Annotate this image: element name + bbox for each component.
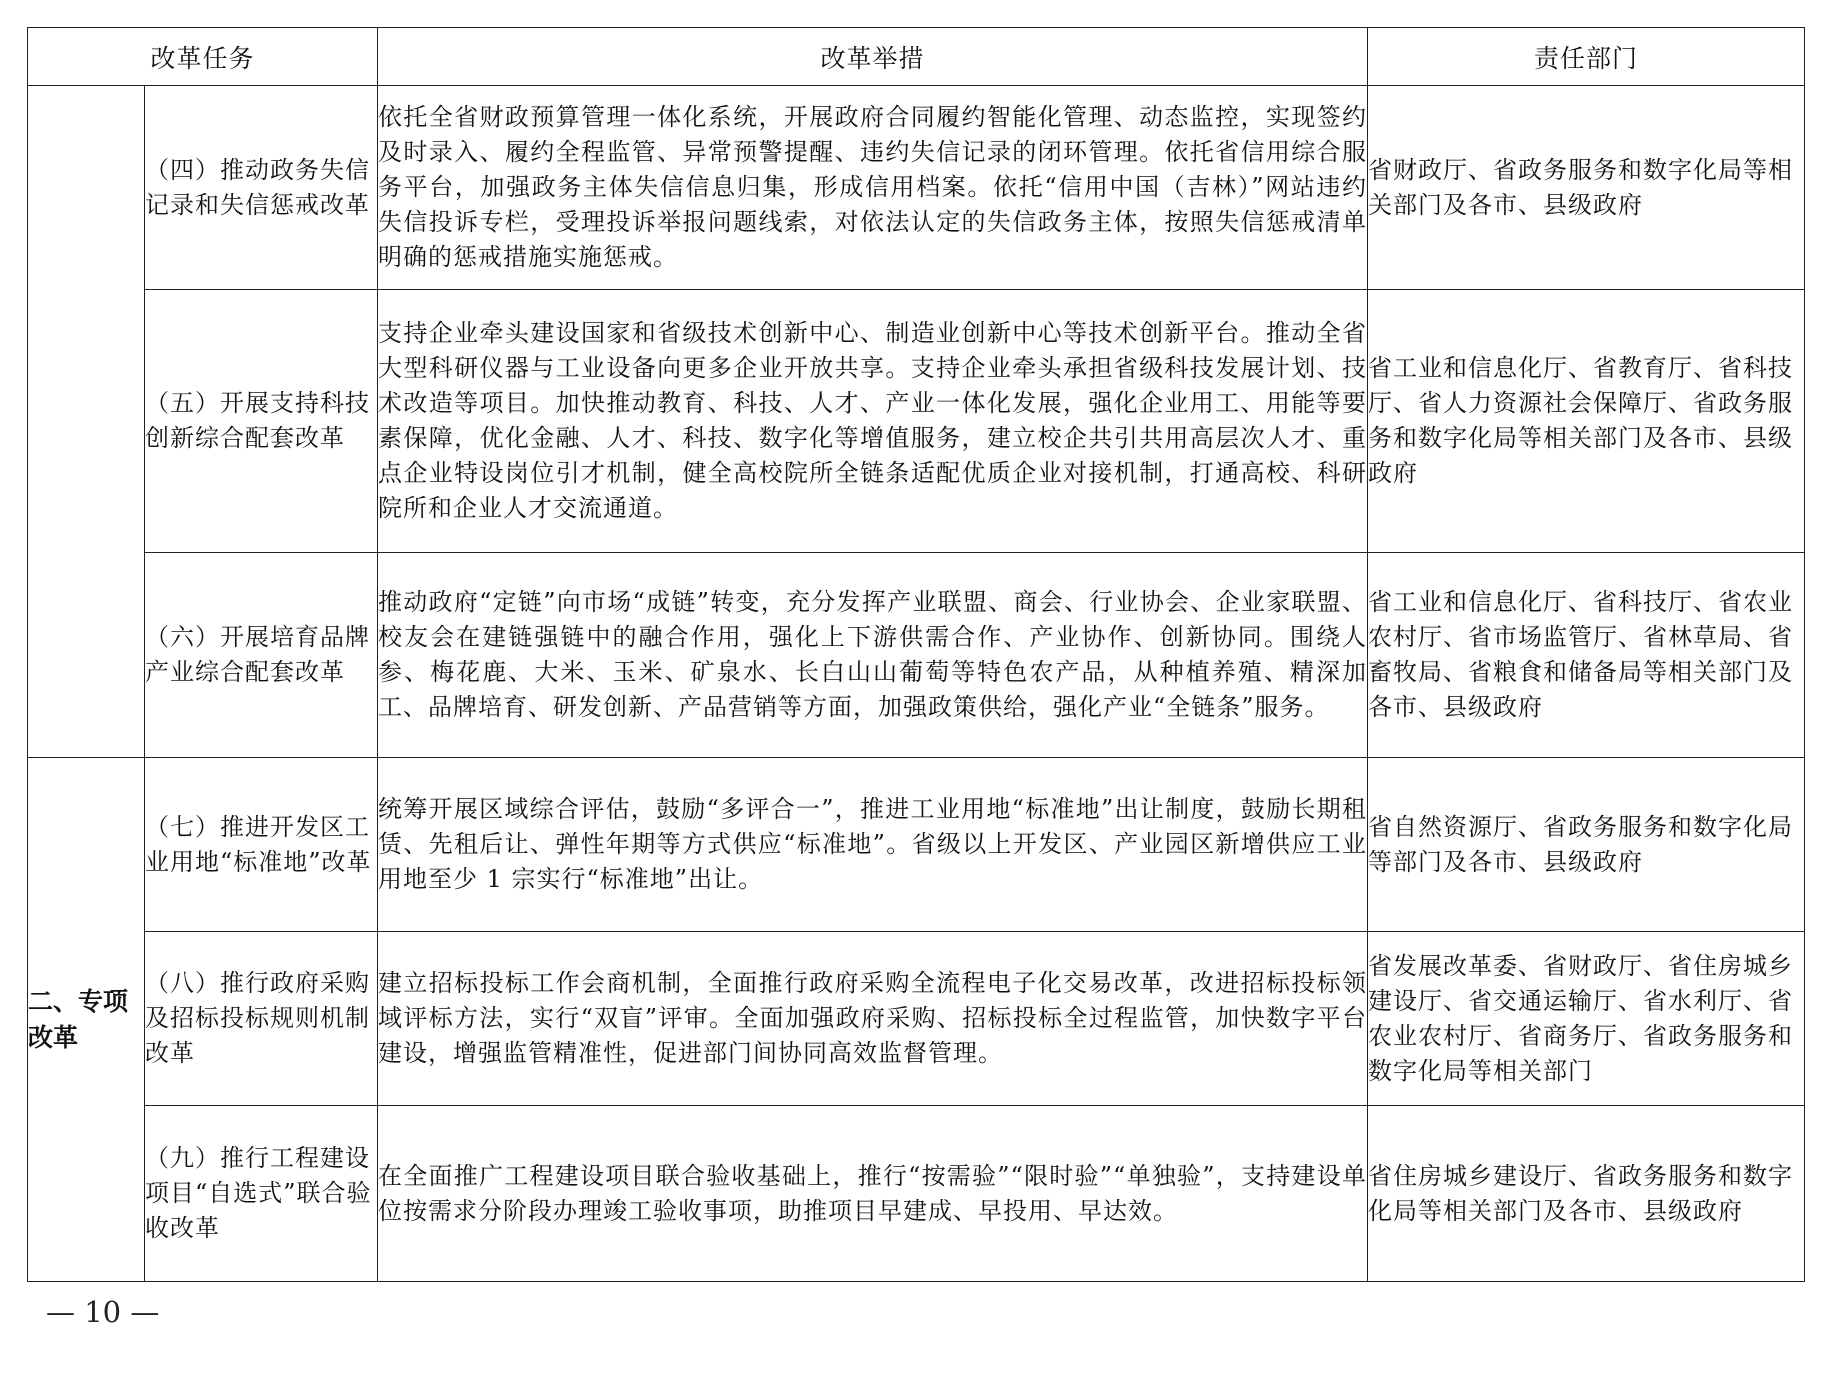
table-row (28, 1106, 1805, 1282)
dept-cell: 省自然资源厅、省政务服务和数字化局等部门及各市、县级政府 (1368, 758, 1805, 932)
table-header-row (28, 28, 1805, 86)
measure-cell: 推动政府“定链”向市场“成链”转变，充分发挥产业联盟、商会、行业协会、企业家联盟、校友会在建链强链中的融合作用，强化上下游供需合作、产业协作、创新协同。围绕人参、梅花鹿、大米、玉米、矿泉水、长白山山葡萄等特色农产品，从种植养殖、精深加工、品牌培育、研发创新、产品营销等方面，加强政策供给，强化产业“全链条”服务。 (378, 553, 1368, 758)
table-row (28, 290, 1805, 553)
table-row (28, 553, 1805, 758)
measure-cell: 建立招标投标工作会商机制，全面推行政府采购全流程电子化交易改革，改进招标投标领域评标方法，实行“双盲”评审。全面加强政府采购、招标投标全过程监管，加快数字平台建设，增强监管精准性，促进部门间协同高效监督管理。 (378, 932, 1368, 1106)
reform-task-table (27, 27, 1805, 1282)
header-measure: 改革举措 (378, 28, 1368, 86)
dept-cell: 省财政厅、省政务服务和数字化局等相关部门及各市、县级政府 (1368, 86, 1805, 290)
category-cell-special: 二、专项改革 (28, 758, 145, 1282)
task-cell: （六）开展培育品牌产业综合配套改革 (145, 553, 378, 758)
task-cell: （五）开展支持科技创新综合配套改革 (145, 290, 378, 553)
page-number: — 10 — (46, 1295, 160, 1329)
task-cell: （七）推进开发区工业用地“标准地”改革 (145, 758, 378, 932)
task-cell: （四）推动政务失信记录和失信惩戒改革 (145, 86, 378, 290)
dept-cell: 省住房城乡建设厅、省政务服务和数字化局等相关部门及各市、县级政府 (1368, 1106, 1805, 1282)
measure-cell: 支持企业牵头建设国家和省级技术创新中心、制造业创新中心等技术创新平台。推动全省大型科研仪器与工业设备向更多企业开放共享。支持企业牵头承担省级科技发展计划、技术改造等项目。加快推动教育、科技、人才、产业一体化发展，强化企业用工、用能等要素保障，优化金融、人才、科技、数字化等增值服务，建立校企共引共用高层次人才、重点企业特设岗位引才机制，健全高校院所全链条适配优质企业对接机制，打通高校、科研院所和企业人才交流通道。 (378, 290, 1368, 553)
task-cell: （九）推行工程建设项目“自选式”联合验收改革 (145, 1106, 378, 1282)
header-task: 改革任务 (28, 28, 378, 86)
measure-cell: 依托全省财政预算管理一体化系统，开展政府合同履约智能化管理、动态监控，实现签约及时录入、履约全程监管、异常预警提醒、违约失信记录的闭环管理。依托省信用综合服务平台，加强政务主体失信信息归集，形成信用档案。依托“信用中国（吉林）”网站违约失信投诉专栏，受理投诉举报问题线索，对依法认定的失信政务主体，按照失信惩戒清单明确的惩戒措施实施惩戒。 (378, 86, 1368, 290)
table-row (28, 758, 1805, 932)
dept-cell: 省工业和信息化厅、省教育厅、省科技厅、省人力资源社会保障厅、省政务服务和数字化局等相关部门及各市、县级政府 (1368, 290, 1805, 553)
measure-cell: 统筹开展区域综合评估，鼓励“多评合一”，推进工业用地“标准地”出让制度，鼓励长期租赁、先租后让、弹性年期等方式供应“标准地”。省级以上开发区、产业园区新增供应工业用地至少 1 宗实行“标准地”出让。 (378, 758, 1368, 932)
table-row (28, 932, 1805, 1106)
dept-cell: 省工业和信息化厅、省科技厅、省农业农村厅、省市场监管厅、省林草局、省畜牧局、省粮食和储备局等相关部门及各市、县级政府 (1368, 553, 1805, 758)
task-cell: （八）推行政府采购及招标投标规则机制改革 (145, 932, 378, 1106)
measure-cell: 在全面推广工程建设项目联合验收基础上，推行“按需验”“限时验”“单独验”，支持建设单位按需求分阶段办理竣工验收事项，助推项目早建成、早投用、早达效。 (378, 1106, 1368, 1282)
table-row (28, 86, 1805, 290)
header-dept: 责任部门 (1368, 28, 1805, 86)
dept-cell: 省发展改革委、省财政厅、省住房城乡建设厅、省交通运输厅、省水利厅、省农业农村厅、省商务厅、省政务服务和数字化局等相关部门 (1368, 932, 1805, 1106)
category-cell-empty (28, 86, 145, 758)
